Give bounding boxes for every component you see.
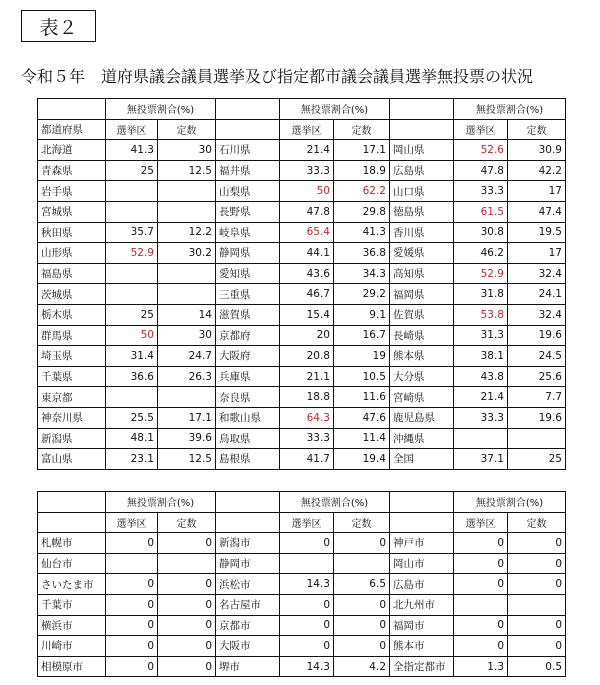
seats-ratio-cell: 12.2 — [158, 222, 216, 243]
table-header-row — [38, 492, 566, 513]
seats-ratio-cell: 0 — [158, 656, 216, 677]
area-name-cell: 北海道 — [38, 140, 106, 161]
table-row — [38, 636, 566, 657]
district-ratio-cell: 50 — [106, 325, 158, 346]
table-row — [38, 574, 566, 595]
seats-ratio-cell: 0 — [158, 594, 216, 615]
district-ratio-cell: 0 — [106, 533, 158, 554]
seats-ratio-cell: 25 — [508, 449, 566, 470]
area-name-cell: 静岡県 — [216, 243, 280, 264]
district-ratio-cell: 52.9 — [454, 263, 508, 284]
district-ratio-cell: 0 — [454, 553, 508, 574]
district-ratio-cell: 20 — [280, 325, 334, 346]
seats-ratio-cell: 36.8 — [334, 243, 390, 264]
district-ratio-cell: 20.8 — [280, 346, 334, 367]
area-name-cell: 福岡県 — [390, 284, 454, 305]
district-ratio-cell: 31.4 — [106, 346, 158, 367]
district-ratio-cell: 25 — [106, 160, 158, 181]
seats-ratio-cell — [158, 553, 216, 574]
seats-ratio-cell: 9.1 — [334, 304, 390, 325]
area-name-cell: 全指定都市 — [390, 656, 454, 677]
area-name-cell: 福井県 — [216, 160, 280, 181]
area-name-cell: 秋田県 — [38, 222, 106, 243]
area-name-cell: 川崎市 — [38, 636, 106, 657]
area-name-cell: 浜松市 — [216, 574, 280, 595]
seats-ratio-cell: 4.2 — [334, 656, 390, 677]
area-name-cell: 広島市 — [390, 574, 454, 595]
table-row — [38, 449, 566, 470]
table-row — [38, 263, 566, 284]
area-name-cell: 東京都 — [38, 387, 106, 408]
area-name-cell: 千葉市 — [38, 594, 106, 615]
seats-ratio-cell: 17.1 — [158, 407, 216, 428]
district-ratio-cell: 21.1 — [280, 366, 334, 387]
seats-ratio-cell: 32.4 — [508, 304, 566, 325]
ratio-header: 無投票割合(%) — [454, 492, 566, 513]
district-ratio-cell: 33.3 — [280, 160, 334, 181]
district-ratio-cell: 33.3 — [454, 181, 508, 202]
prefecture-table — [37, 98, 566, 470]
area-name-cell: 相模原市 — [38, 656, 106, 677]
area-name-cell: 山口県 — [390, 181, 454, 202]
district-ratio-cell: 53.8 — [454, 304, 508, 325]
area-name-cell: 神奈川県 — [38, 407, 106, 428]
seats-ratio-cell: 6.5 — [334, 574, 390, 595]
seats-ratio-cell: 0 — [334, 615, 390, 636]
district-ratio-cell: 65.4 — [280, 222, 334, 243]
area-name-cell: 北九州市 — [390, 594, 454, 615]
seats-ratio-cell: 30 — [158, 140, 216, 161]
table-row — [38, 181, 566, 202]
area-name-cell: 佐賀県 — [390, 304, 454, 325]
seats-ratio-cell: 24.7 — [158, 346, 216, 367]
seats-ratio-cell — [508, 428, 566, 449]
district-ratio-cell: 21.4 — [280, 140, 334, 161]
ratio-header: 無投票割合(%) — [454, 99, 566, 120]
district-ratio-cell: 0 — [106, 636, 158, 657]
table-row — [38, 284, 566, 305]
seats-ratio-cell: 0 — [334, 594, 390, 615]
seats-ratio-cell: 0 — [158, 636, 216, 657]
district-header: 選挙区 — [106, 119, 158, 140]
area-name-cell: 島根県 — [216, 449, 280, 470]
area-name-cell: 福島県 — [38, 263, 106, 284]
seats-ratio-cell: 0 — [158, 615, 216, 636]
district-ratio-cell: 21.4 — [454, 387, 508, 408]
seats-ratio-cell: 17 — [508, 243, 566, 264]
table-header-row — [38, 99, 566, 120]
area-name-cell: 鳥取県 — [216, 428, 280, 449]
district-ratio-cell: 41.3 — [106, 140, 158, 161]
area-name-cell: 栃木県 — [38, 304, 106, 325]
seats-ratio-cell: 29.8 — [334, 201, 390, 222]
district-ratio-cell: 0 — [280, 615, 334, 636]
table-row — [38, 553, 566, 574]
district-ratio-cell: 31.3 — [454, 325, 508, 346]
table-row — [38, 533, 566, 554]
ratio-header: 無投票割合(%) — [280, 492, 390, 513]
seats-ratio-cell: 24.5 — [508, 346, 566, 367]
district-ratio-cell: 46.2 — [454, 243, 508, 264]
area-name-cell: 宮崎県 — [390, 387, 454, 408]
district-ratio-cell: 0 — [454, 636, 508, 657]
district-ratio-cell: 36.6 — [106, 366, 158, 387]
area-name-cell: 横浜市 — [38, 615, 106, 636]
district-ratio-cell: 64.3 — [280, 407, 334, 428]
district-header: 選挙区 — [280, 119, 334, 140]
area-name-cell: 大分県 — [390, 366, 454, 387]
district-ratio-cell — [454, 594, 508, 615]
seats-ratio-cell: 0 — [508, 574, 566, 595]
seats-header: 定数 — [508, 119, 566, 140]
area-name-cell: 福岡市 — [390, 615, 454, 636]
district-ratio-cell: 0 — [106, 656, 158, 677]
seats-ratio-cell: 7.7 — [508, 387, 566, 408]
district-ratio-cell: 0 — [454, 615, 508, 636]
table-row — [38, 346, 566, 367]
seats-ratio-cell — [158, 201, 216, 222]
district-ratio-cell: 25.5 — [106, 407, 158, 428]
district-ratio-cell — [106, 263, 158, 284]
area-name-cell: 岩手県 — [38, 181, 106, 202]
table-row — [38, 428, 566, 449]
district-ratio-cell: 30.8 — [454, 222, 508, 243]
district-ratio-cell: 47.8 — [454, 160, 508, 181]
district-ratio-cell: 52.6 — [454, 140, 508, 161]
district-ratio-cell: 0 — [106, 594, 158, 615]
district-ratio-cell: 0 — [280, 594, 334, 615]
district-ratio-cell: 0 — [454, 574, 508, 595]
seats-ratio-cell: 0.5 — [508, 656, 566, 677]
area-name-cell: 熊本県 — [390, 346, 454, 367]
district-ratio-cell: 0 — [454, 533, 508, 554]
seats-ratio-cell: 16.7 — [334, 325, 390, 346]
table-row — [38, 140, 566, 161]
seats-ratio-cell — [158, 263, 216, 284]
district-ratio-cell: 46.7 — [280, 284, 334, 305]
seats-header: 定数 — [158, 512, 216, 533]
area-name-cell: 三重県 — [216, 284, 280, 305]
district-ratio-cell: 44.1 — [280, 243, 334, 264]
area-name-cell: 静岡市 — [216, 553, 280, 574]
area-name-cell: 山形県 — [38, 243, 106, 264]
area-name-cell: 愛知県 — [216, 263, 280, 284]
seats-ratio-cell: 17.1 — [334, 140, 390, 161]
seats-ratio-cell — [158, 181, 216, 202]
district-ratio-cell: 0 — [280, 533, 334, 554]
area-name-cell: 茨城県 — [38, 284, 106, 305]
table-subheader-row — [38, 119, 566, 140]
district-header: 選挙区 — [454, 512, 508, 533]
district-ratio-cell — [280, 553, 334, 574]
seats-ratio-cell: 30.9 — [508, 140, 566, 161]
district-ratio-cell: 48.1 — [106, 428, 158, 449]
seats-ratio-cell — [158, 387, 216, 408]
area-name-cell: 堺市 — [216, 656, 280, 677]
area-name-cell: 和歌山県 — [216, 407, 280, 428]
area-name-cell: 群馬県 — [38, 325, 106, 346]
district-ratio-cell: 14.3 — [280, 574, 334, 595]
table-row — [38, 325, 566, 346]
district-ratio-cell: 18.8 — [280, 387, 334, 408]
area-name-cell: 新潟市 — [216, 533, 280, 554]
area-name-cell: 広島県 — [390, 160, 454, 181]
district-ratio-cell — [106, 181, 158, 202]
seats-ratio-cell: 41.3 — [334, 222, 390, 243]
seats-ratio-cell: 0 — [158, 574, 216, 595]
seats-ratio-cell: 42.2 — [508, 160, 566, 181]
seats-ratio-cell: 62.2 — [334, 181, 390, 202]
area-name-cell: 長野県 — [216, 201, 280, 222]
area-name-cell: 神戸市 — [390, 533, 454, 554]
district-ratio-cell: 14.3 — [280, 656, 334, 677]
seats-ratio-cell: 12.5 — [158, 160, 216, 181]
area-name-cell: 札幌市 — [38, 533, 106, 554]
table-row — [38, 160, 566, 181]
district-ratio-cell: 38.1 — [454, 346, 508, 367]
district-ratio-cell: 33.3 — [454, 407, 508, 428]
seats-ratio-cell: 24.1 — [508, 284, 566, 305]
seats-ratio-cell: 19.4 — [334, 449, 390, 470]
seats-ratio-cell: 19.5 — [508, 222, 566, 243]
district-ratio-cell: 1.3 — [454, 656, 508, 677]
district-header: 選挙区 — [280, 512, 334, 533]
district-ratio-cell: 0 — [280, 636, 334, 657]
area-name-cell: 新潟県 — [38, 428, 106, 449]
seats-ratio-cell: 0 — [508, 533, 566, 554]
ratio-header: 無投票割合(%) — [106, 492, 216, 513]
seats-ratio-cell: 19.6 — [508, 325, 566, 346]
district-ratio-cell: 0 — [106, 574, 158, 595]
seats-ratio-cell: 39.6 — [158, 428, 216, 449]
area-name-cell: 鹿児島県 — [390, 407, 454, 428]
seats-ratio-cell: 47.4 — [508, 201, 566, 222]
city-table — [37, 491, 566, 677]
area-name-cell: 富山県 — [38, 449, 106, 470]
district-ratio-cell: 31.8 — [454, 284, 508, 305]
seats-ratio-cell: 0 — [508, 636, 566, 657]
area-name-cell: 徳島県 — [390, 201, 454, 222]
district-ratio-cell: 37.1 — [454, 449, 508, 470]
table-row — [38, 656, 566, 677]
district-ratio-cell: 23.1 — [106, 449, 158, 470]
area-name-cell: 仙台市 — [38, 553, 106, 574]
area-name-cell: 京都市 — [216, 615, 280, 636]
area-name-cell: 岡山市 — [390, 553, 454, 574]
district-ratio-cell: 33.3 — [280, 428, 334, 449]
seats-ratio-cell: 32.4 — [508, 263, 566, 284]
seats-header: 定数 — [334, 512, 390, 533]
seats-ratio-cell: 0 — [508, 553, 566, 574]
table-row — [38, 387, 566, 408]
seats-header: 定数 — [508, 512, 566, 533]
area-name-cell: 高知県 — [390, 263, 454, 284]
seats-ratio-cell: 12.5 — [158, 449, 216, 470]
seats-ratio-cell: 34.3 — [334, 263, 390, 284]
district-ratio-cell: 41.7 — [280, 449, 334, 470]
area-name-cell: 全国 — [390, 449, 454, 470]
area-name-cell: 岐阜県 — [216, 222, 280, 243]
seats-header: 定数 — [334, 119, 390, 140]
district-ratio-cell: 43.8 — [454, 366, 508, 387]
table-row — [38, 243, 566, 264]
table-row — [38, 222, 566, 243]
area-name-cell: 愛媛県 — [390, 243, 454, 264]
seats-ratio-cell: 47.6 — [334, 407, 390, 428]
district-ratio-cell — [106, 284, 158, 305]
area-name-cell: さいたま市 — [38, 574, 106, 595]
prefecture-header: 都道府県 — [38, 119, 106, 140]
table-subheader-row — [38, 512, 566, 533]
seats-ratio-cell: 19.6 — [508, 407, 566, 428]
district-ratio-cell: 61.5 — [454, 201, 508, 222]
table-row — [38, 304, 566, 325]
district-header: 選挙区 — [454, 119, 508, 140]
area-name-cell: 石川県 — [216, 140, 280, 161]
seats-ratio-cell: 30 — [158, 325, 216, 346]
table-label: 表２ — [21, 10, 96, 42]
seats-ratio-cell — [508, 594, 566, 615]
area-name-cell: 大阪市 — [216, 636, 280, 657]
district-ratio-cell — [106, 553, 158, 574]
district-ratio-cell — [106, 201, 158, 222]
seats-ratio-cell — [334, 553, 390, 574]
seats-header: 定数 — [158, 119, 216, 140]
area-name-cell: 長崎県 — [390, 325, 454, 346]
table-row — [38, 201, 566, 222]
table-row — [38, 366, 566, 387]
district-ratio-cell: 35.7 — [106, 222, 158, 243]
seats-ratio-cell: 18.9 — [334, 160, 390, 181]
seats-ratio-cell: 29.2 — [334, 284, 390, 305]
area-name-cell: 名古屋市 — [216, 594, 280, 615]
seats-ratio-cell: 17 — [508, 181, 566, 202]
district-ratio-cell: 47.8 — [280, 201, 334, 222]
district-header: 選挙区 — [106, 512, 158, 533]
area-name-cell: 山梨県 — [216, 181, 280, 202]
area-name-cell: 沖縄県 — [390, 428, 454, 449]
area-name-cell: 京都府 — [216, 325, 280, 346]
seats-ratio-cell: 0 — [334, 533, 390, 554]
seats-ratio-cell: 0 — [334, 636, 390, 657]
seats-ratio-cell: 0 — [158, 533, 216, 554]
district-ratio-cell: 25 — [106, 304, 158, 325]
district-ratio-cell: 0 — [106, 615, 158, 636]
area-name-cell: 千葉県 — [38, 366, 106, 387]
area-name-cell: 熊本市 — [390, 636, 454, 657]
ratio-header: 無投票割合(%) — [106, 99, 216, 120]
area-name-cell: 香川県 — [390, 222, 454, 243]
district-ratio-cell: 52.9 — [106, 243, 158, 264]
page-title: 令和５年 道府県議会議員選挙及び指定都市議会議員選挙無投票の状況 — [21, 67, 534, 86]
seats-ratio-cell: 30.2 — [158, 243, 216, 264]
area-name-cell: 奈良県 — [216, 387, 280, 408]
seats-ratio-cell: 0 — [508, 615, 566, 636]
area-name-cell: 宮城県 — [38, 201, 106, 222]
area-name-cell: 滋賀県 — [216, 304, 280, 325]
seats-ratio-cell: 10.5 — [334, 366, 390, 387]
area-name-cell: 岡山県 — [390, 140, 454, 161]
district-ratio-cell: 43.6 — [280, 263, 334, 284]
seats-ratio-cell: 25.6 — [508, 366, 566, 387]
seats-ratio-cell: 14 — [158, 304, 216, 325]
area-name-cell: 兵庫県 — [216, 366, 280, 387]
district-ratio-cell — [106, 387, 158, 408]
ratio-header: 無投票割合(%) — [280, 99, 390, 120]
seats-ratio-cell — [158, 284, 216, 305]
table-row — [38, 407, 566, 428]
seats-ratio-cell: 26.3 — [158, 366, 216, 387]
seats-ratio-cell: 19 — [334, 346, 390, 367]
area-name-cell: 青森県 — [38, 160, 106, 181]
district-ratio-cell — [454, 428, 508, 449]
area-name-cell: 埼玉県 — [38, 346, 106, 367]
seats-ratio-cell: 11.4 — [334, 428, 390, 449]
area-name-cell: 大阪府 — [216, 346, 280, 367]
district-ratio-cell: 15.4 — [280, 304, 334, 325]
district-ratio-cell: 50 — [280, 181, 334, 202]
table-row — [38, 615, 566, 636]
table-row — [38, 594, 566, 615]
seats-ratio-cell: 11.6 — [334, 387, 390, 408]
